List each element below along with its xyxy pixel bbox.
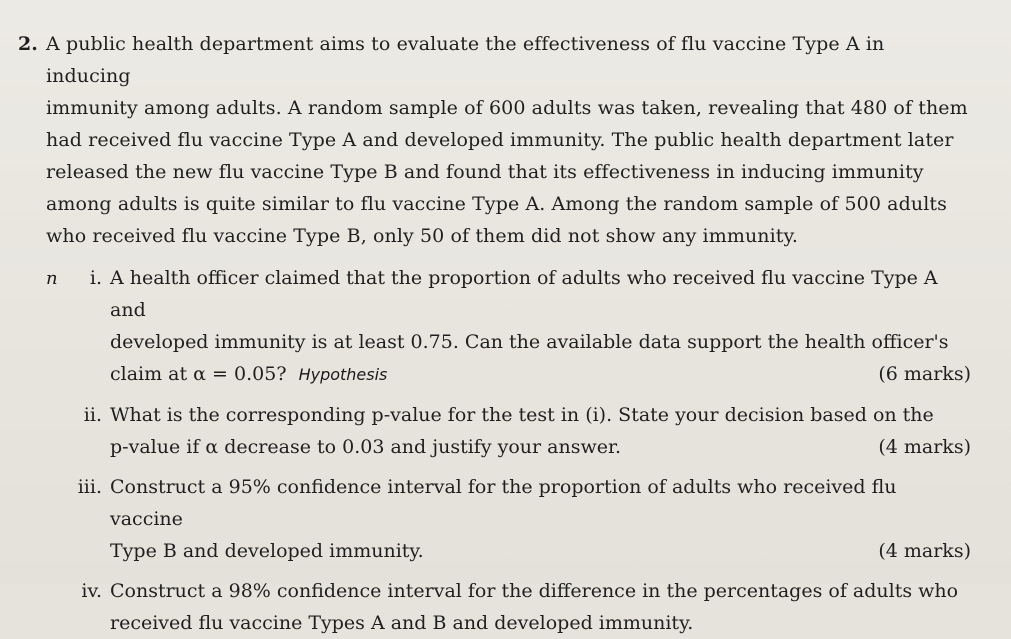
- margin-note: n: [46, 268, 58, 289]
- part-label: iii.: [77, 476, 102, 498]
- stem-line: released the new flu vaccine Type B and found that its effectiveness in inducing immunity: [46, 161, 924, 183]
- handwritten-note: Hypothesis: [298, 365, 388, 384]
- marks-label: (4 marks): [878, 436, 971, 458]
- part-i: [18, 262, 971, 391]
- stem-line: among adults is quite similar to flu vaccine Type A. Among the random sample of 500 adults: [46, 193, 947, 215]
- part-iii: [18, 471, 971, 567]
- question-stem: [46, 28, 971, 252]
- stem-line: had received flu vaccine Type A and developed immunity. The public health department later: [46, 129, 954, 151]
- part-label: ii.: [83, 404, 102, 426]
- marks-label: (6 marks): [878, 363, 971, 385]
- part-line: p-value if α decrease to 0.03 and justify your answer.: [110, 436, 622, 458]
- question-2: [18, 28, 971, 252]
- part-line: developed immunity is at least 0.75. Can the available data support the health officer's: [110, 331, 949, 353]
- stem-line: who received flu vaccine Type B, only 50 of them did not show any immunity.: [46, 225, 798, 247]
- part-line: A health officer claimed that the proportion of adults who received flu vaccine Type A and: [110, 267, 938, 321]
- part-label: i.: [89, 267, 102, 289]
- sub-questions: [18, 262, 971, 639]
- part-line: received flu vaccine Types A and B and developed immunity.: [110, 612, 694, 634]
- part-iv: [18, 575, 971, 639]
- part-label: iv.: [81, 580, 102, 602]
- part-line: What is the corresponding p-value for the test in (i). State your decision based on the: [110, 404, 934, 426]
- part-line: Construct a 95% confidence interval for the proportion of adults who received flu vaccine: [110, 476, 897, 530]
- part-line: claim at α = 0.05?: [110, 363, 287, 385]
- stem-line: immunity among adults. A random sample of 600 adults was taken, revealing that 480 of them: [46, 97, 968, 119]
- part-line: Construct a 98% confidence interval for the difference in the percentages of adults who: [110, 580, 959, 602]
- part-ii: [18, 399, 971, 463]
- part-line: Type B and developed immunity.: [110, 540, 424, 562]
- stem-line: A public health department aims to evaluate the effectiveness of flu vaccine Type A in inducing: [46, 33, 885, 87]
- question-number: 2.: [18, 33, 38, 55]
- marks-label: (4 marks): [878, 540, 971, 562]
